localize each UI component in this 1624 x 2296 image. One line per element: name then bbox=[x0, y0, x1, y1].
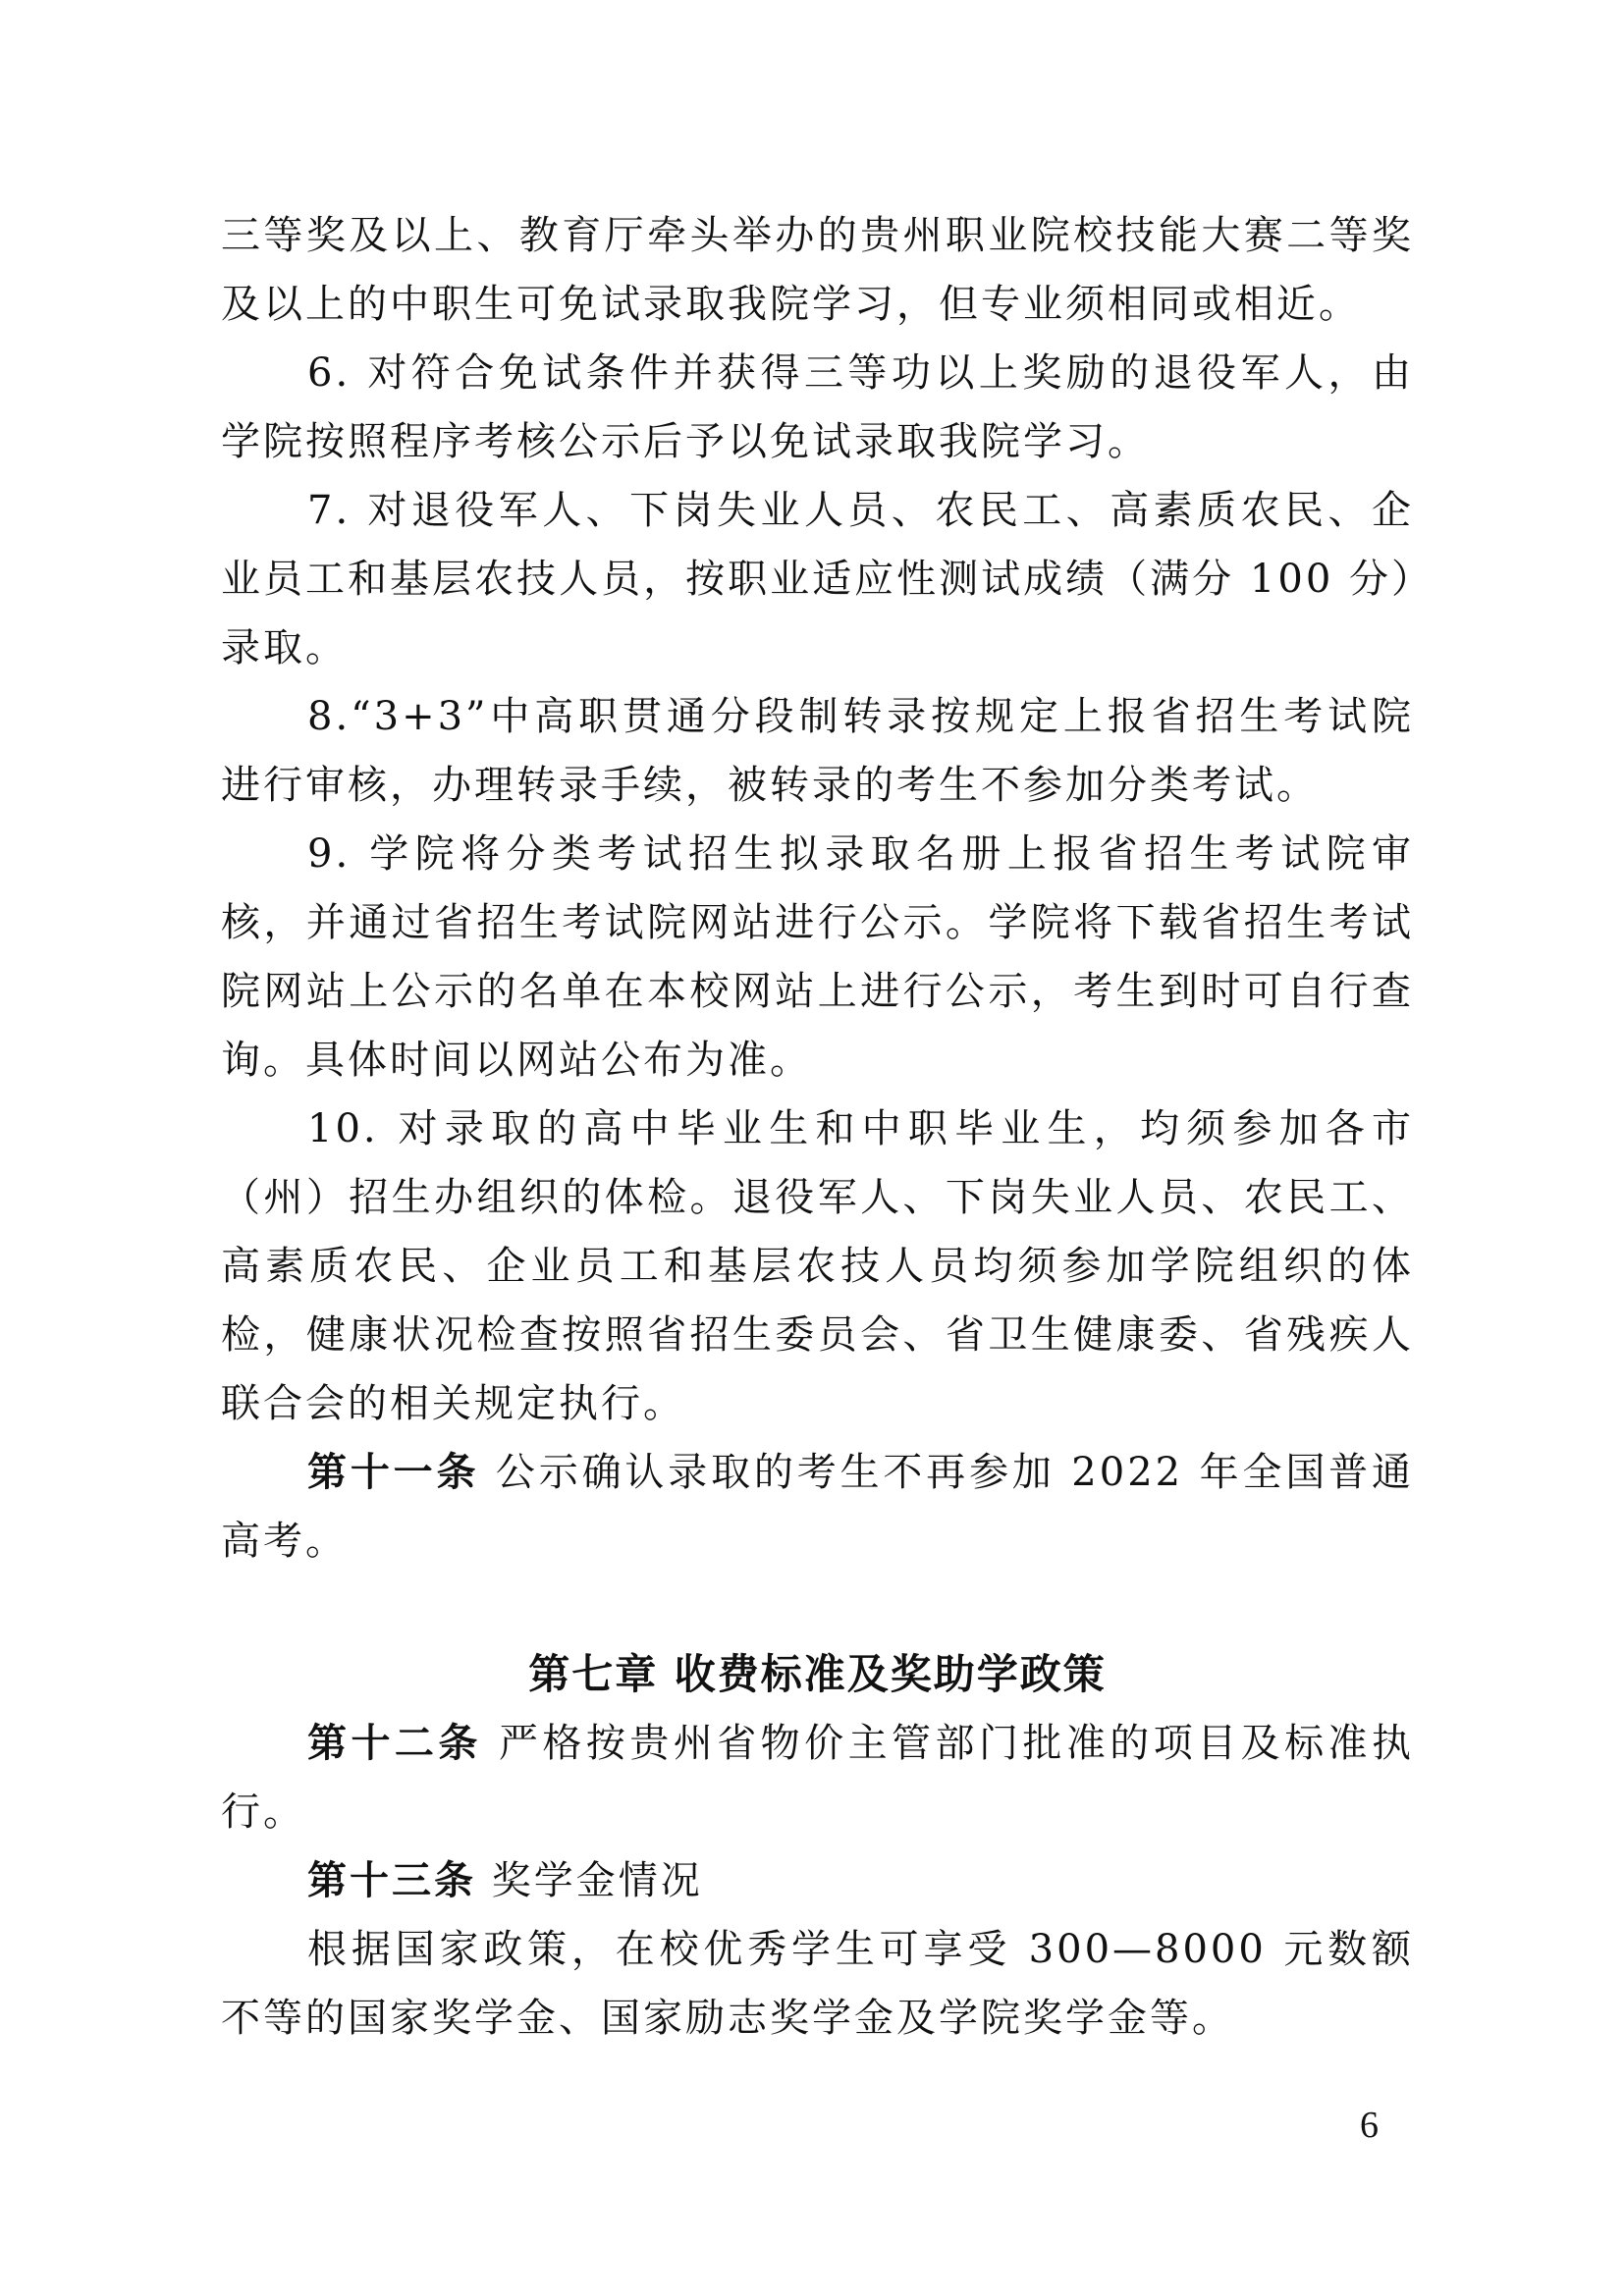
chapter-7-title: 第七章 收费标准及奖助学政策 bbox=[528, 1650, 1107, 1698]
article-12-text: 严格按贵州省物价主管部门批准的项目及标准执行。 bbox=[221, 1721, 1415, 1835]
article-11 bbox=[221, 1438, 1414, 1575]
article-13-text: 奖学金情况 bbox=[476, 1858, 703, 1903]
scholarship-paragraph: 根据国家政策，在校优秀学生可享受 300—8000 元数额不等的国家奖学金、国家励志奖学金及学院奖学金等。 bbox=[221, 1927, 1414, 2041]
paragraph-continuation: 三等奖及以上、教育厅牵头举办的贵州职业院校技能大赛二等奖及以上的中职生可免试录取我院学习，但专业须相同或相近。 bbox=[221, 213, 1414, 327]
paragraph-item-8: 8.“3+3”中高职贯通分段制转录按规定上报省招生考试院进行审核，办理转录手续，被转录的考生不参加分类考试。 bbox=[221, 694, 1414, 808]
article-12 bbox=[221, 1709, 1414, 1846]
paragraph-item-9: 9. 学院将分类考试招生拟录取名册上报省招生考试院审核，并通过省招生考试院网站进行公示。学院将下载省招生考试院网站上公示的名单在本校网站上进行公示，考生到时可自行查询。具体时间以网站公布为准。 bbox=[221, 831, 1414, 1083]
article-11-text: 公示确认录取的考生不再参加 2022 年全国普通高考。 bbox=[221, 1450, 1414, 1564]
article-12-label: 第十二条 bbox=[307, 1721, 482, 1766]
paragraph-item-6: 6. 对符合免试条件并获得三等功以上奖励的退役军人，由学院按照程序考核公示后予以免试录取我院学习。 bbox=[221, 350, 1414, 464]
paragraph-item-7: 7. 对退役军人、下岗失业人员、农民工、高素质农民、企业员工和基层农技人员，按职业适应性测试成绩（满分 100 分）录取。 bbox=[221, 488, 1414, 670]
article-13-label: 第十三条 bbox=[307, 1858, 476, 1903]
article-13 bbox=[221, 1846, 1414, 1915]
paragraph-item-10: 10. 对录取的高中毕业生和中职毕业生，均须参加各市（州）招生办组织的体检。退役军人、下岗失业人员、农民工、高素质农民、企业员工和基层农技人员均须参加学院组织的体检，健康状况检查按照省招生委员会、省卫生健康委、省残疾人联合会的相关规定执行。 bbox=[221, 1106, 1414, 1426]
page-number: 6 bbox=[1360, 2105, 1379, 2146]
page-body bbox=[221, 201, 1414, 2053]
article-11-label: 第十一条 bbox=[307, 1450, 480, 1495]
